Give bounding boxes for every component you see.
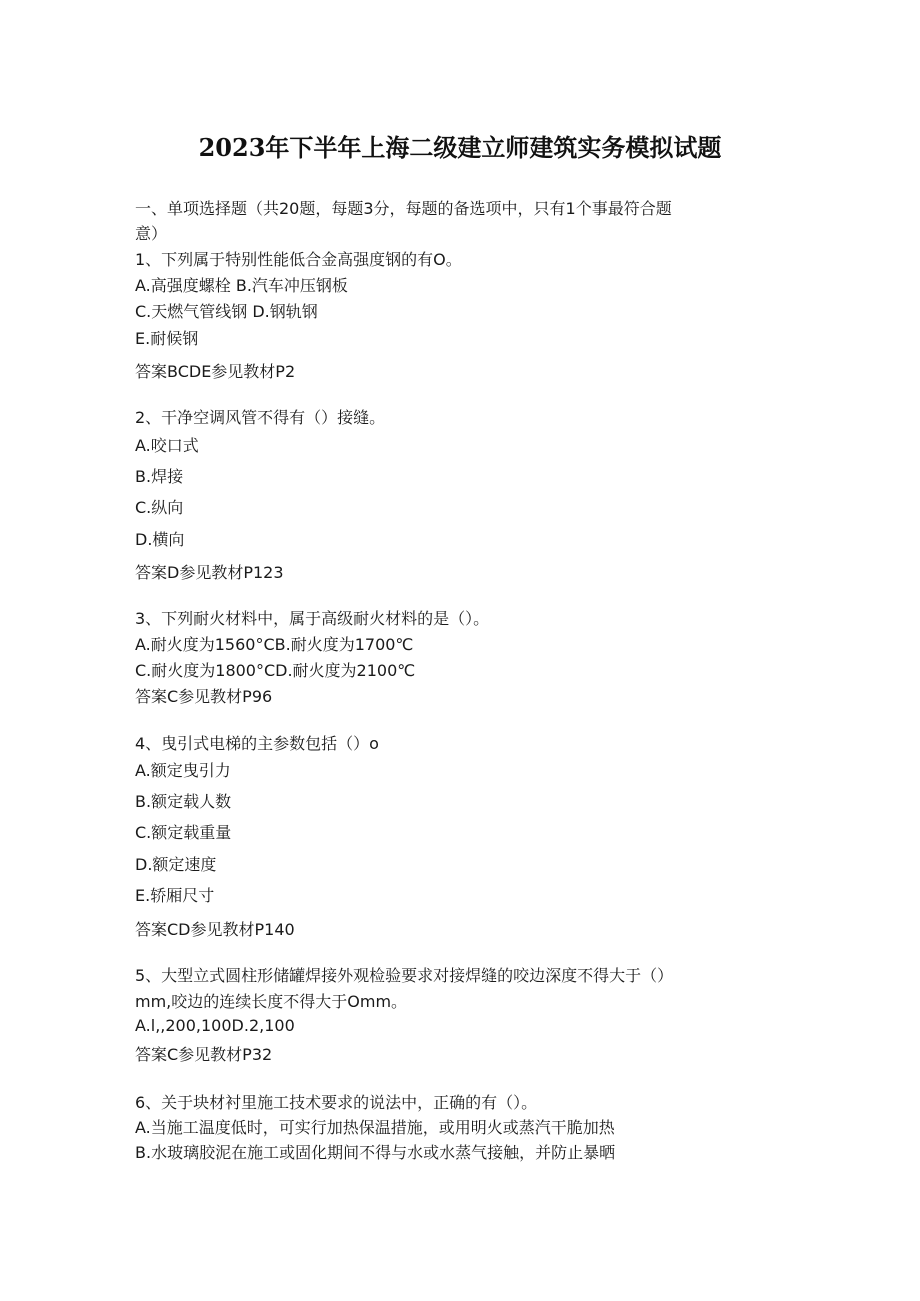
question-1-stem: 1、下列属于特别性能低合金高强度钢的有O。 [135, 250, 462, 269]
question-4-option: D.额定速度 [135, 855, 217, 874]
question-6-option: B.水玻璃胶泥在施工或固化期间不得与水或水蒸气接触，并防止暴晒 [135, 1143, 616, 1162]
question-2-answer: 答案D参见教材P123 [135, 563, 284, 582]
question-2-option: B.焊接 [135, 467, 184, 486]
question-4-option: C.额定载重量 [135, 823, 232, 842]
section-heading: 一、单项选择题（共20题，每题3分，每题的备选项中，只有1个事最符合题 [135, 199, 672, 218]
question-1-option: A.高强度螺栓 B.汽车冲压钢板 [135, 276, 348, 295]
document-title: 2023年下半年上海二级建立师建筑实务模拟试题 [198, 133, 722, 162]
question-4-stem: 4、曳引式电梯的主参数包括（）o [135, 734, 379, 753]
question-5-answer: 答案C参见教材P32 [135, 1045, 273, 1064]
question-3-option: C.耐火度为1800°CD.耐火度为2100℃ [135, 661, 416, 680]
question-3-answer: 答案C参见教材P96 [135, 687, 273, 706]
question-4-option: E.轿厢尺寸 [135, 886, 215, 905]
question-2-option: C.纵向 [135, 498, 184, 517]
question-4-option: A.额定曳引力 [135, 761, 231, 780]
question-5-stem: 5、大型立式圆柱形储罐焊接外观检验要求对接焊缝的咬边深度不得大于（） [135, 966, 674, 985]
question-4-option: B.额定载人数 [135, 792, 232, 811]
question-2-option: D.横向 [135, 530, 185, 549]
question-3-option: A.耐火度为1560°CB.耐火度为1700℃ [135, 635, 414, 654]
question-1-option: C.天燃气管线钢 D.钢轨钢 [135, 302, 318, 321]
question-2-option: A.咬口式 [135, 436, 199, 455]
question-2-stem: 2、干净空调风管不得有（）接缝。 [135, 408, 386, 427]
question-5-stem-cont: mm,咬边的连续长度不得大于Omm。 [135, 992, 408, 1011]
question-6-stem: 6、关于块材衬里施工技术要求的说法中，正确的有（）。 [135, 1093, 538, 1112]
question-1-answer: 答案BCDE参见教材P2 [135, 362, 296, 381]
question-1-option: E.耐候钢 [135, 329, 199, 348]
question-4-answer: 答案CD参见教材P140 [135, 920, 295, 939]
question-3-stem: 3、下列耐火材料中，属于高级耐火材料的是（）。 [135, 609, 490, 628]
question-6-option: A.当施工温度低时，可实行加热保温措施，或用明火或蒸汽干脆加热 [135, 1118, 615, 1137]
question-5-option: A.l,,200,100D.2,100 [135, 1016, 295, 1035]
section-heading-cont: 意） [135, 224, 168, 243]
